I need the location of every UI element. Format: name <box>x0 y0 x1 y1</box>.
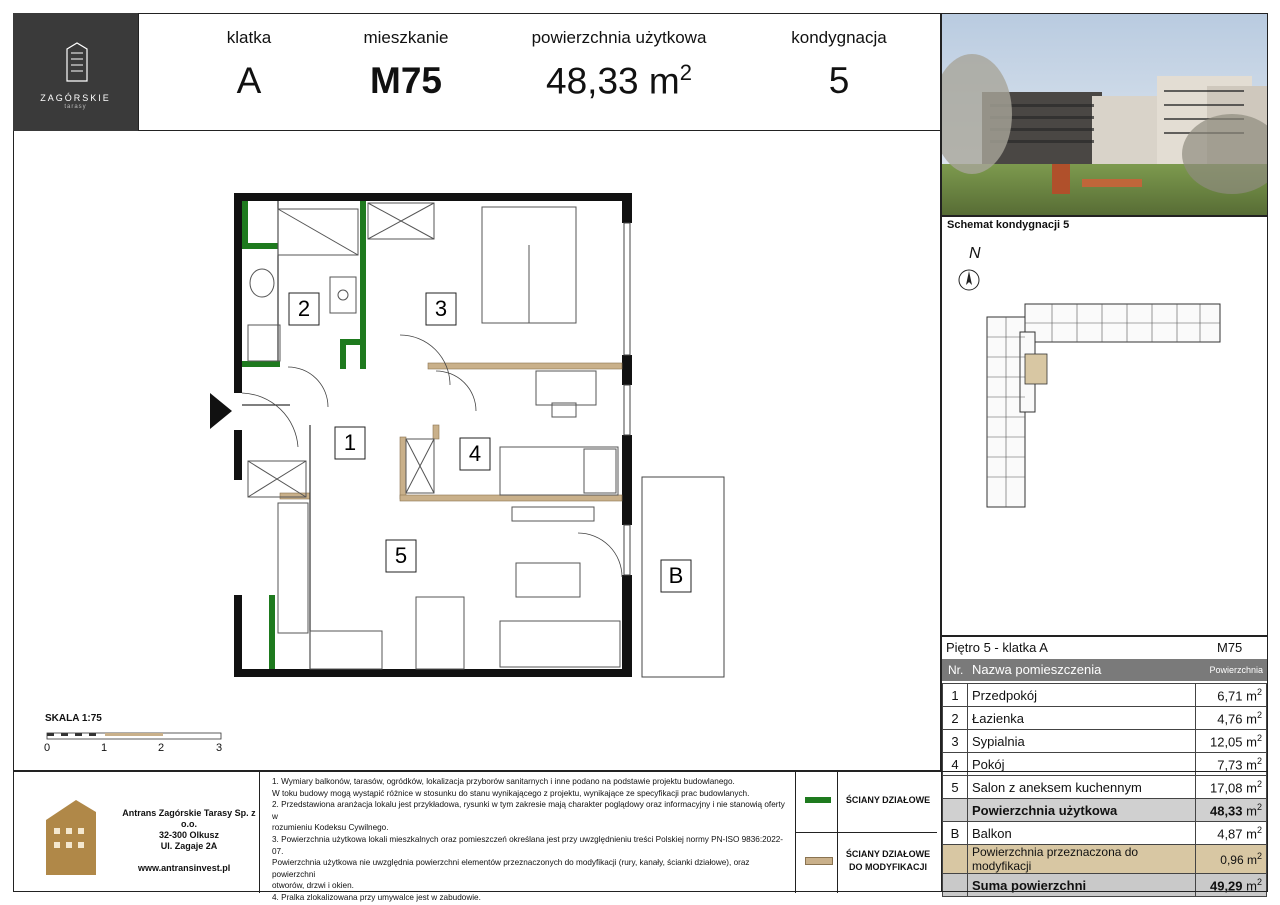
note-line: 3. Powierzchnia użytkowa lokali mieszkalnych oraz pomieszczeń określana jest przy uwzględnieniu treści Polskiej normy PN-ISO 9836:2022-07. <box>272 834 784 856</box>
room-nr: 4 <box>943 753 968 776</box>
footer-divider-4 <box>796 832 937 833</box>
area-value: 48,33 m <box>546 60 680 102</box>
stair-block <box>199 28 299 102</box>
entrance-arrow-icon <box>210 393 232 429</box>
scale-tick-2: 2 <box>158 742 165 754</box>
area-unit-exp: 2 <box>679 60 692 85</box>
building-visualization <box>941 13 1268 216</box>
apartment-value: M75 <box>370 60 442 101</box>
room-nr: 3 <box>943 730 968 753</box>
building-rendering-image <box>942 14 1268 216</box>
room-row <box>943 684 1267 707</box>
note-line: 4. Pralka zlokalizowana przy umywalce jest w zabudowie. <box>272 892 481 902</box>
room-label-3: 3 <box>434 296 448 321</box>
table-header <box>942 659 1267 681</box>
room-name: Powierzchnia przeznaczona do modyfikacji <box>968 845 1196 874</box>
company-web: www.antransinvest.pl <box>138 863 231 873</box>
floor-block <box>769 28 909 102</box>
col-name: Nazwa pomieszczenia <box>972 662 1102 677</box>
legend-modifiable-swatch <box>805 857 833 865</box>
north-label: N <box>969 245 981 262</box>
note-line: W toku budowy mogą wystąpić różnice w stosunku do stanu wynikającego z projektu, wynikające ze specyfikacji prac budowlanych. <box>272 788 750 798</box>
modifiable-walls <box>280 363 622 501</box>
room-area: 12,05 $m^2$ <box>1196 730 1267 753</box>
schema-title: Schemat kondygnacji 5 <box>947 219 1070 231</box>
room-area: 48,33 $m^2$ <box>1196 799 1267 822</box>
floor-schema-pane <box>941 216 1268 636</box>
washbasin <box>330 277 356 313</box>
floor-key-plan <box>982 292 1232 512</box>
room-name: Balkon <box>968 822 1196 845</box>
brand-sub: tarasy <box>64 104 87 110</box>
brand-name: ZAGÓRSKIE <box>40 93 111 103</box>
company-street: Ul. Zagaje 2A <box>160 841 218 851</box>
note-line: Powierzchnia użytkowa nie uwzględnia powierzchni elementów przeznaczonych do modyfikacji (rury, kanały, ścianki działowe), oraz powierzchni <box>272 858 750 879</box>
company-logo-icon <box>36 790 106 880</box>
scale-tick-0: 0 <box>44 742 51 754</box>
company-zip: 32-300 Olkusz <box>158 830 220 840</box>
scale-tick-1: 1 <box>101 742 108 754</box>
room-label-5: 5 <box>394 543 408 568</box>
floor-value: 5 <box>828 60 850 101</box>
coffee-table <box>516 563 580 597</box>
stair-label: klatka <box>226 28 272 47</box>
room-label-2: 2 <box>297 296 311 321</box>
legend-partition-swatch <box>805 797 831 803</box>
footer-divider-1 <box>259 772 260 893</box>
room-nr: 1 <box>943 684 968 707</box>
scale-tick-3: 3 <box>216 742 223 754</box>
dining-table <box>416 597 464 669</box>
notes-list <box>272 776 792 904</box>
apartment-header <box>138 13 941 131</box>
brand-logo-block <box>13 13 138 131</box>
floor-label: kondygnacja <box>791 28 887 47</box>
col-nr: Nr. <box>948 663 964 677</box>
room-name: Przedpokój <box>968 684 1196 707</box>
room-nr: B <box>943 822 968 845</box>
room-name: Salon z aneksem kuchennym <box>968 776 1196 799</box>
room-area: 4,87 $m^2$ <box>1196 822 1267 845</box>
apartment-block <box>346 28 466 102</box>
footer-pane <box>13 771 1268 902</box>
table-apartment: M75 <box>1217 640 1243 655</box>
note-line: rozumieniu Kodeksu Cywilnego. <box>272 823 389 833</box>
scale-bar <box>45 731 225 743</box>
room-area: 4,76 $m^2$ <box>1196 707 1267 730</box>
legend-partition-label: ŚCIANY DZIAŁOWE <box>845 795 931 805</box>
area-label: powierzchnia użytkowa <box>531 28 707 47</box>
room-area: 17,08 $m^2$ <box>1196 776 1267 799</box>
toilet <box>250 269 274 297</box>
building-logo-icon <box>65 39 89 83</box>
room-nr: 5 <box>943 776 968 799</box>
room-area: 6,71 $m^2$ <box>1196 684 1267 707</box>
highlighted-apartment <box>1025 354 1047 384</box>
room-name: Powierzchnia użytkowa <box>968 799 1196 822</box>
floor-plan-drawing <box>190 185 770 695</box>
legend-modifiable-label <box>840 848 936 874</box>
sofa <box>500 621 620 667</box>
room-nr: 2 <box>943 707 968 730</box>
tv-cabinet <box>512 507 594 521</box>
company-info <box>114 808 264 852</box>
desk <box>536 371 596 405</box>
note-line: 1. Wymiary balkonów, tarasów, ogródków, lokalizacja przyborów sanitarnych i inne podano na podstawie projektu budowlanego. <box>272 777 735 786</box>
room-label-1: 1 <box>343 430 357 455</box>
room-area: 7,73 $m^2$ <box>1196 753 1267 776</box>
kitchen-counter <box>278 503 308 633</box>
room-row <box>943 707 1267 730</box>
company-name: Antrans Zagórskie Tarasy Sp. z o.o. <box>122 808 256 829</box>
area-value-wrap <box>519 60 719 102</box>
room-row <box>943 730 1267 753</box>
legend-modifiable-label-2: DO MODYFIKACJI <box>848 862 927 872</box>
room-area: 0,96 $m^2$ <box>1196 845 1267 874</box>
single-bed <box>500 447 618 495</box>
scale-title: SKALA 1:75 <box>45 713 102 724</box>
room-name: Pokój <box>968 753 1196 776</box>
apartment-label: mieszkanie <box>363 28 449 47</box>
room-name: Łazienka <box>968 707 1196 730</box>
washing-machine <box>248 325 280 361</box>
room-label-4: 4 <box>468 441 482 466</box>
room-area: 49,29 $m^2$ <box>1196 874 1267 897</box>
room-name: Suma powierzchni <box>968 874 1196 897</box>
room-label-balcony: B <box>668 563 684 588</box>
area-block <box>519 28 719 102</box>
stair-value: A <box>236 60 262 101</box>
note-line: 2. Przedstawiona aranżacja lokalu jest przykładowa, rysunki w tym zakresie mają charakter poglądowy oraz informacyjny i nie stanowią oferty w <box>272 800 785 821</box>
legend-modifiable-label-1: ŚCIANY DZIAŁOWE <box>845 849 931 859</box>
room-name: Sypialnia <box>968 730 1196 753</box>
note-line: otworów, drzwi i okien. <box>272 881 354 891</box>
compass-icon <box>958 269 980 291</box>
cooktop <box>310 631 382 669</box>
table-floor-info: Piętro 5 - klatka A <box>946 640 1048 655</box>
col-area: Powierzchnia <box>1209 665 1263 675</box>
